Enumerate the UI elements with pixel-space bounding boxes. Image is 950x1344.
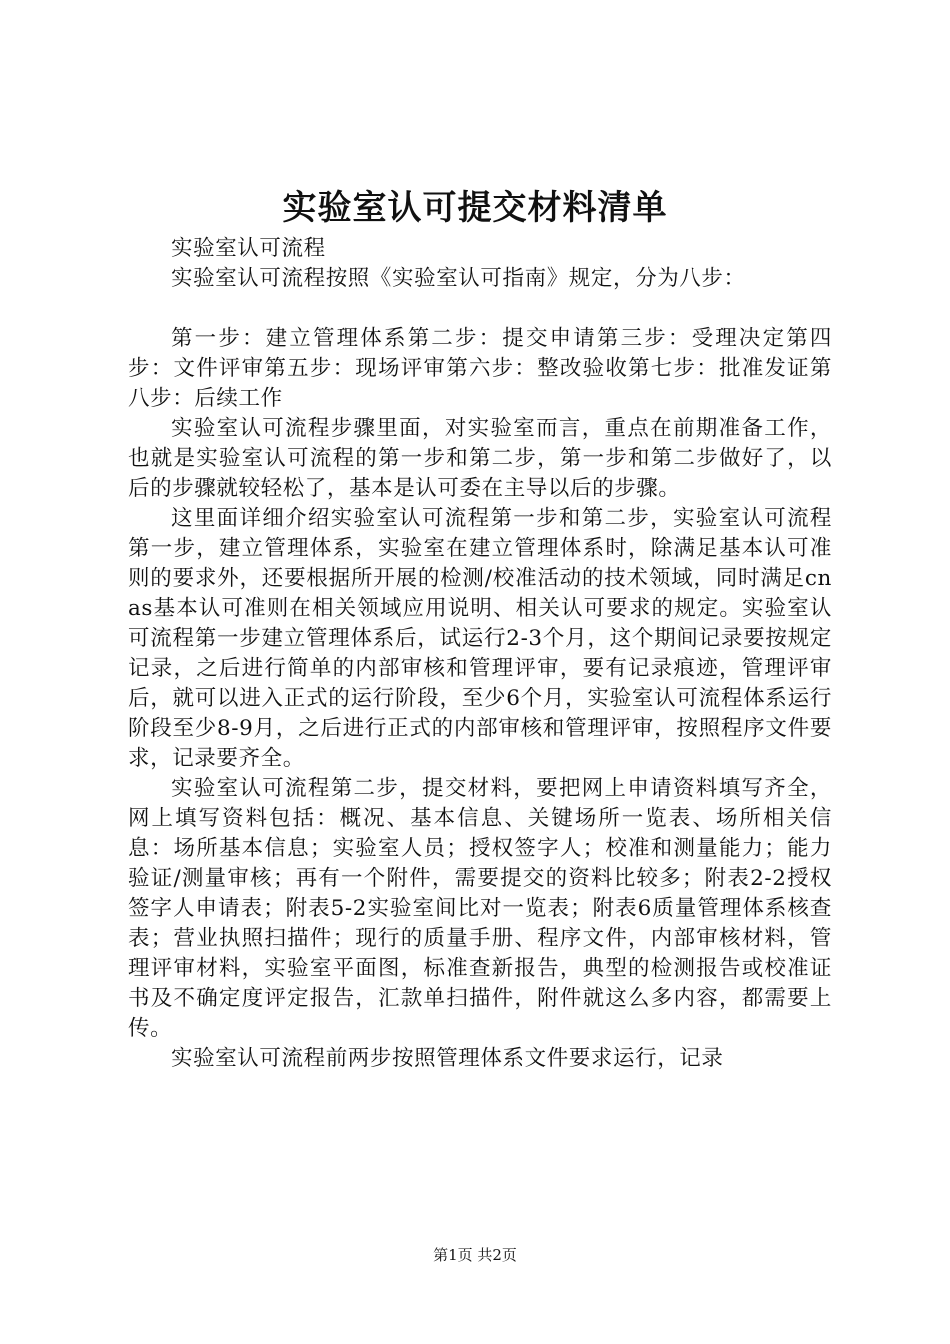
paragraph-continued: 实验室认可流程前两步按照管理体系文件要求运行，记录 — [171, 1046, 724, 1071]
document-body — [128, 234, 832, 1074]
paragraph-focus: 实验室认可流程步骤里面，对实验室而言，重点在前期准备工作，也就是实验室认可流程的第一步和第二步，第一步和第二步做好了，以后的步骤就较轻松了，基本是认可委在主导以后的步骤。 — [128, 416, 832, 501]
paragraph-intro: 实验室认可流程按照《实验室认可指南》规定，分为八步： — [171, 266, 746, 291]
paragraph-steps: 第一步：建立管理体系第二步：提交申请第三步：受理决定第四步：文件评审第五步：现场评审第六步：整改验收第七步：批准发证第八步：后续工作 — [128, 326, 832, 411]
page-number-footer: 第1页 共2页 — [433, 1246, 517, 1264]
paragraph-step-one: 这里面详细介绍实验室认可流程第一步和第二步，实验室认可流程第一步，建立管理体系，实验室在建立管理体系时，除满足基本认可准则的要求外，还要根据所开展的检测/校准活动的技术领域，同时满足cnas基本认可准则在相关领域应用说明、相关认可要求的规定。实验室认可流程第一步建立管理体系后，试运行2-3个月，这个期间记录要按规定记录，之后进行简单的内部审核和管理评审，要有记录痕迹，管理评审后，就可以进入正式的运行阶段，至少6个月，实验室认可流程体系运行阶段至少8-9月，之后进行正式的内部审核和管理评审，按照程序文件要求，记录要齐全。 — [128, 506, 832, 771]
paragraph-heading: 实验室认可流程 — [171, 236, 326, 261]
paragraph-step-two: 实验室认可流程第二步，提交材料，要把网上申请资料填写齐全，网上填写资料包括：概况、基本信息、关键场所一览表、场所相关信息：场所基本信息；实验室人员；授权签字人；校准和测量能力；能力验证/测量审核；再有一个附件，需要提交的资料比较多；附表2-2授权签字人申请表；附表5-2实验室间比对一览表；附表6质量管理体系核查表；营业执照扫描件；现行的质量手册、程序文件，内部审核材料，管理评审材料，实验室平面图，标准查新报告，典型的检测报告或校准证书及不确定度评定报告，汇款单扫描件，附件就这么多内容，都需要上传。 — [128, 776, 832, 1041]
document-title: 实验室认可提交材料清单 — [282, 188, 668, 228]
